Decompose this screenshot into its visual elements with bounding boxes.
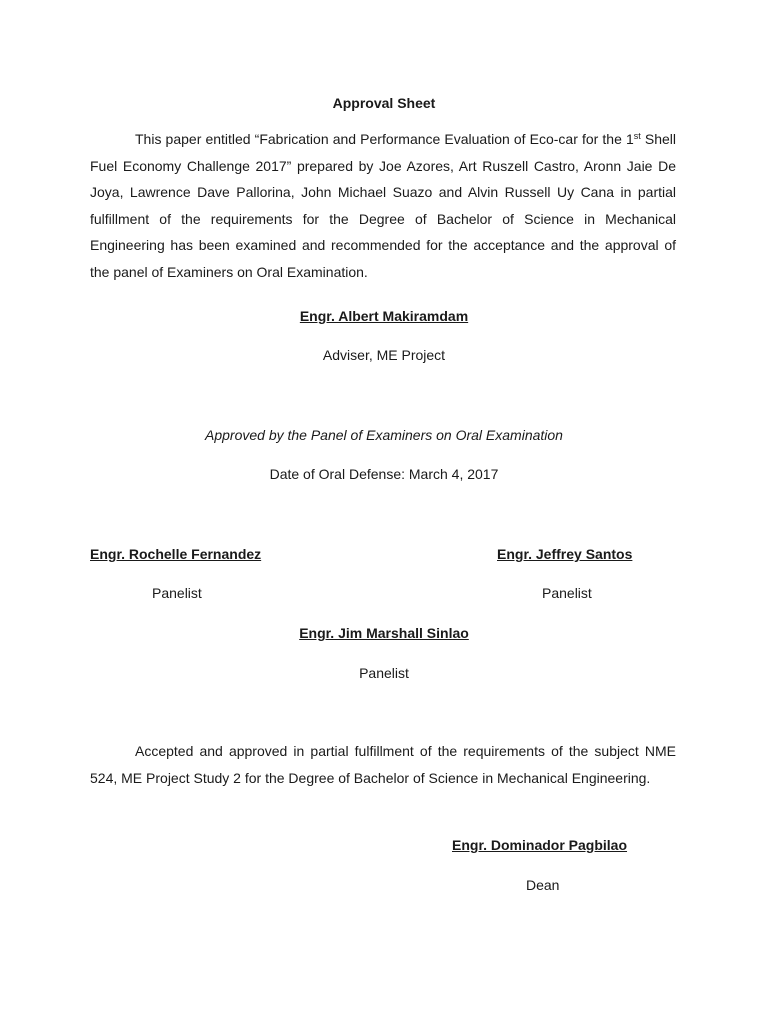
ordinal-superscript: st bbox=[633, 131, 641, 141]
adviser-role: Adviser, ME Project bbox=[322, 347, 446, 363]
panel-heading: Approved by the Panel of Examiners on Oral Examination bbox=[205, 427, 563, 443]
approval-paragraph-text-end: Shell Fuel Economy Challenge 2017” prepared by Joe Azores, Art Ruszell Castro, Aronn Jaie De Joya, Lawrence Dave Pallorina, John Michael Suazo and Alvin Russell Uy Cana in partial fulfillment of the requirements for the Degree of Bachelor of Science in Mechanical Engineering has been examined and recommended for the acceptance and the approval of the panel of Examiners on Oral Examination. bbox=[90, 131, 676, 280]
page-title: Approval Sheet bbox=[332, 95, 436, 111]
dean-role: Dean bbox=[526, 877, 560, 893]
panelist-role-3: Panelist bbox=[359, 665, 409, 681]
defense-date: Date of Oral Defense: March 4, 2017 bbox=[269, 466, 499, 482]
approval-paragraph-text-start: This paper entitled “Fabrication and Performance Evaluation of Eco-car for the 1 bbox=[135, 131, 634, 147]
adviser-name: Engr. Albert Makiramdam bbox=[299, 308, 469, 324]
dean-name: Engr. Dominador Pagbilao bbox=[452, 837, 628, 853]
acceptance-paragraph-text: Accepted and approved in partial fulfillment of the requirements of the subject NME 524, ME Project Study 2 for the Degree of Bachelor of Science in Mechanical Engineering. bbox=[90, 743, 676, 786]
panelist-name-2: Engr. Jeffrey Santos bbox=[497, 546, 633, 562]
panelist-name-3: Engr. Jim Marshall Sinlao bbox=[299, 625, 469, 641]
approval-paragraph bbox=[90, 126, 676, 285]
panelist-name-1: Engr. Rochelle Fernandez bbox=[90, 546, 262, 562]
panelist-role-2: Panelist bbox=[542, 585, 592, 601]
acceptance-paragraph bbox=[90, 738, 676, 791]
panelist-role-1: Panelist bbox=[152, 585, 202, 601]
